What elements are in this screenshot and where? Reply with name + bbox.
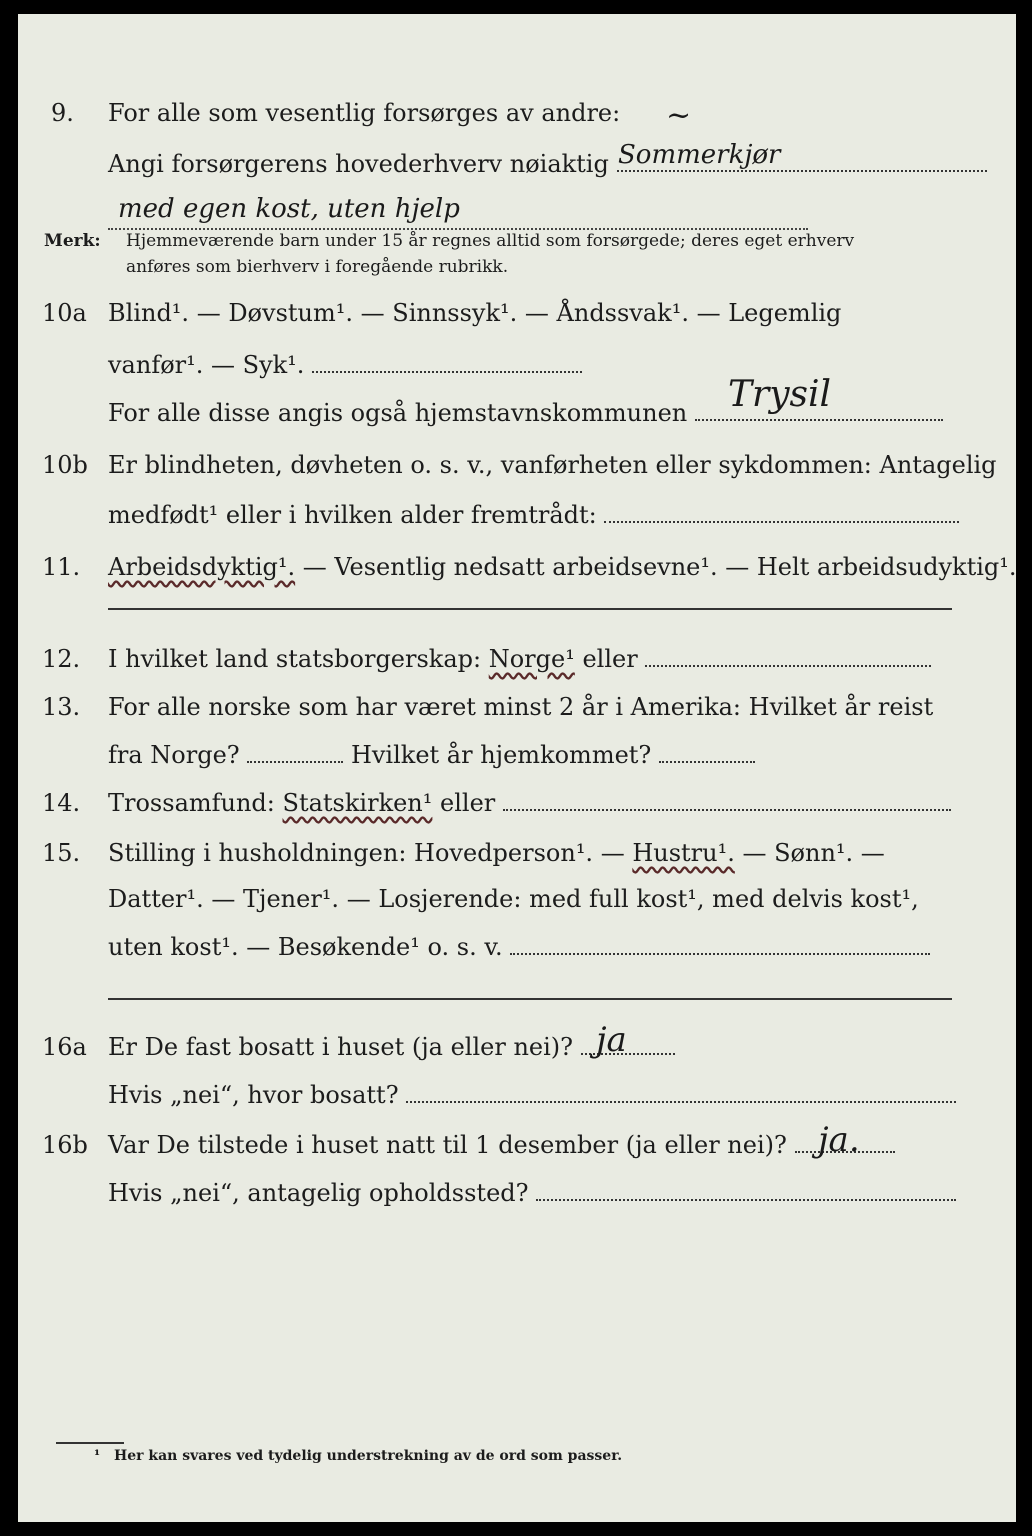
q10b-line2 — [108, 500, 959, 530]
q10a-line3-label: For alle disse angis også hjemstavnskommunen — [108, 399, 688, 427]
q10a-handwriting-kommune: Trysil — [728, 374, 832, 415]
q10a-syk-dots[interactable] — [312, 371, 582, 373]
q13-line2 — [108, 740, 755, 770]
q14-line — [108, 788, 951, 818]
q10b-number: 10b — [42, 451, 88, 479]
q16a-line2 — [108, 1080, 956, 1110]
q9-number: 9. — [51, 99, 74, 127]
q14-answer-dots[interactable] — [503, 809, 951, 811]
footnote-mark: ¹ — [94, 1448, 101, 1464]
q15-line1 — [108, 838, 885, 868]
q14-option-statskirken[interactable]: Statskirken¹ — [282, 789, 433, 817]
q9-line2 — [108, 149, 987, 179]
q14-number: 14. — [42, 789, 81, 817]
q15-line3-label: uten kost¹. — Besøkende¹ o. s. v. — [108, 933, 503, 961]
q16a-bosatt-dots[interactable] — [406, 1101, 956, 1103]
q12-number: 12. — [42, 645, 81, 673]
q16b-line2-label: Hvis „nei“, antagelig opholdssted? — [108, 1179, 529, 1207]
q13-label-hjemkommet: Hvilket år hjemkommet? — [350, 741, 652, 769]
q15-line1-a: Stilling i husholdningen: Hovedperson¹. — — [108, 839, 633, 867]
q12-option-norge[interactable]: Norge¹ — [488, 645, 575, 673]
q15-option-hustru[interactable]: Hustru¹. — [632, 839, 735, 867]
q10a-number: 10a — [42, 299, 87, 327]
q9-dash-mark: ~ — [666, 98, 692, 133]
q10a-kommune-dots[interactable] — [695, 419, 943, 421]
q11-option-arbeidsdyktig[interactable]: Arbeidsdyktig¹. — [108, 553, 296, 581]
q16b-opholdssted-dots[interactable] — [536, 1199, 956, 1201]
q15-line2: Datter¹. — Tjener¹. — Losjerende: med full kost¹, med delvis kost¹, — [108, 885, 919, 913]
q12-eller: eller — [574, 645, 638, 673]
q15-answer-line[interactable] — [108, 998, 952, 1000]
q16a-number: 16a — [42, 1033, 87, 1061]
q13-hjemkommet-dots[interactable] — [659, 761, 755, 763]
q15-answer-dots[interactable] — [510, 953, 930, 955]
q16a-answer-dots[interactable] — [581, 1053, 675, 1055]
merk-label: Merk: — [44, 231, 101, 251]
q13-number: 13. — [42, 693, 81, 721]
q11-rest: — Vesentlig nedsatt arbeidsevne¹. — Helt arbeidsudyktig¹. — [295, 553, 1017, 581]
q9-line1: For alle som vesentlig forsørges av andre: — [108, 99, 621, 127]
q16a-line1-label: Er De fast bosatt i huset (ja eller nei)? — [108, 1033, 574, 1061]
q10a-line1: Blind¹. — Døvstum¹. — Sinnssyk¹. — Åndssvak¹. — Legemlig — [108, 299, 842, 327]
census-form-page — [18, 14, 1016, 1522]
merk-line1: Hjemmeværende barn under 15 år regnes alltid som forsørgede; deres eget erhverv — [126, 231, 855, 251]
q10b-answer-dots[interactable] — [604, 521, 959, 523]
q13-line1: For alle norske som har været minst 2 år i Amerika: Hvilket år reist — [108, 693, 934, 721]
q16b-handwriting-answer: ja. — [818, 1120, 860, 1160]
q11-number: 11. — [42, 553, 81, 581]
footnote-text: Her kan svares ved tydelig understrekning av de ord som passer. — [114, 1448, 623, 1464]
footnote-rule — [56, 1442, 124, 1444]
q15-number: 15. — [42, 839, 81, 867]
q15-line3 — [108, 932, 930, 962]
q10a-line2-label: vanfør¹. — Syk¹. — [108, 351, 305, 379]
q16b-line1 — [108, 1130, 895, 1160]
q9-handwriting-detail: med egen kost, uten hjelp — [118, 194, 460, 224]
q12-answer-dots[interactable] — [645, 665, 931, 667]
q10a-line2 — [108, 350, 582, 380]
q10b-line2-label: medfødt¹ eller i hvilken alder fremtrådt: — [108, 501, 597, 529]
q16a-line1 — [108, 1032, 675, 1062]
q14-eller: eller — [432, 789, 496, 817]
q16b-number: 16b — [42, 1131, 88, 1159]
q10b-line1: Er blindheten, døvheten o. s. v., vanførheten eller sykdommen: Antagelig — [108, 451, 997, 479]
q13-reist-dots[interactable] — [247, 761, 343, 763]
q11-answer-line[interactable] — [108, 608, 952, 610]
q16b-line2 — [108, 1178, 956, 1208]
q12-label: I hvilket land statsborgerskap: — [108, 645, 489, 673]
q16b-line1-label: Var De tilstede i huset natt til 1 desember (ja eller nei)? — [108, 1131, 787, 1159]
q16a-handwriting-answer: ja — [596, 1020, 627, 1060]
q16a-line2-label: Hvis „nei“, hvor bosatt? — [108, 1081, 399, 1109]
q9-answer-dots[interactable] — [617, 170, 987, 172]
q9-line2-label: Angi forsørgerens hovederhverv nøiaktig — [108, 150, 609, 178]
q13-label-reist: fra Norge? — [108, 741, 240, 769]
q11-line — [108, 552, 1017, 582]
merk-line2: anføres som bierhverv i foregående rubrikk. — [126, 257, 509, 277]
q14-label: Trossamfund: — [108, 789, 283, 817]
q9-handwriting-occupation: Sommerkjør — [618, 140, 781, 170]
q12-line — [108, 644, 931, 674]
q15-line1-b: — Sønn¹. — — [734, 839, 885, 867]
